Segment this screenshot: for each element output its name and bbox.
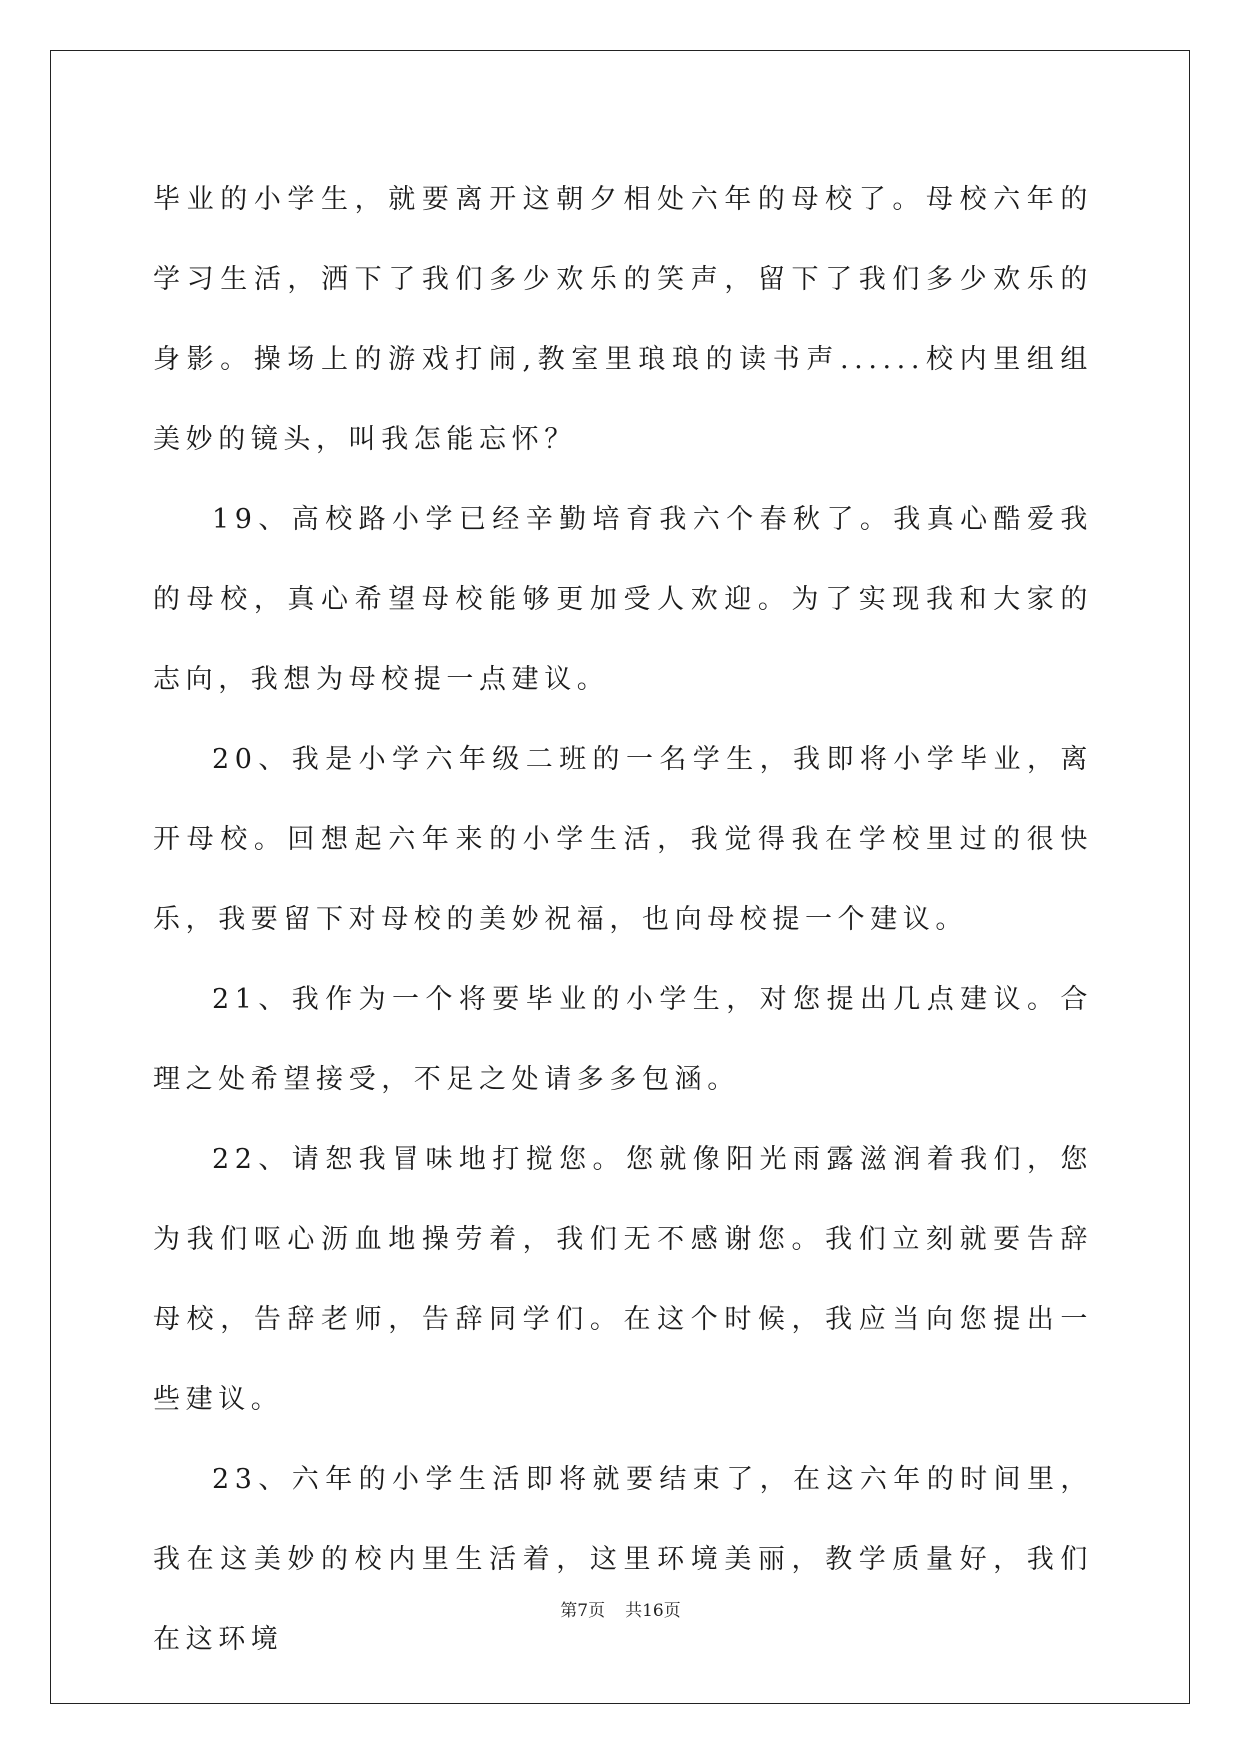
- page-number: 第7页: [560, 1601, 606, 1621]
- paragraph-4: 21、我作为一个将要毕业的小学生，对您提出几点建议。合理之处希望接受，不足之处请多多包涵。: [153, 984, 1093, 1095]
- page-total: 共16页: [625, 1601, 681, 1621]
- paragraph-5: 22、请恕我冒味地打搅您。您就像阳光雨露滋润着我们，您为我们呕心沥血地操劳着，我们无不感谢您。我们立刻就要告辞母校，告辞老师，告辞同学们。在这个时候，我应当向您提出一些建议。: [153, 1144, 1093, 1415]
- page-footer: [0, 1596, 1241, 1621]
- paragraph-2: 19、高校路小学已经辛勤培育我六个春秋了。我真心酷爱我的母校，真心希望母校能够更加受人欢迎。为了实现我和大家的志向，我想为母校提一点建议。: [153, 504, 1093, 695]
- paragraph-3: 20、我是小学六年级二班的一名学生，我即将小学毕业，离开母校。回想起六年来的小学生活，我觉得我在学校里过的很快乐，我要留下对母校的美妙祝福，也向母校提一个建议。: [153, 744, 1093, 935]
- document-body: [153, 160, 1093, 1680]
- paragraph-6: 23、六年的小学生活即将就要结束了，在这六年的时间里，我在这美妙的校内里生活着，这里环境美丽，教学质量好，我们在这环境: [153, 1464, 1093, 1655]
- paragraph-1: 毕业的小学生，就要离开这朝夕相处六年的母校了。母校六年的学习生活，洒下了我们多少欢乐的笑声，留下了我们多少欢乐的身影。操场上的游戏打闹,教室里琅琅的读书声......校内里组组美妙的镜头，叫我怎能忘怀？: [153, 184, 1093, 455]
